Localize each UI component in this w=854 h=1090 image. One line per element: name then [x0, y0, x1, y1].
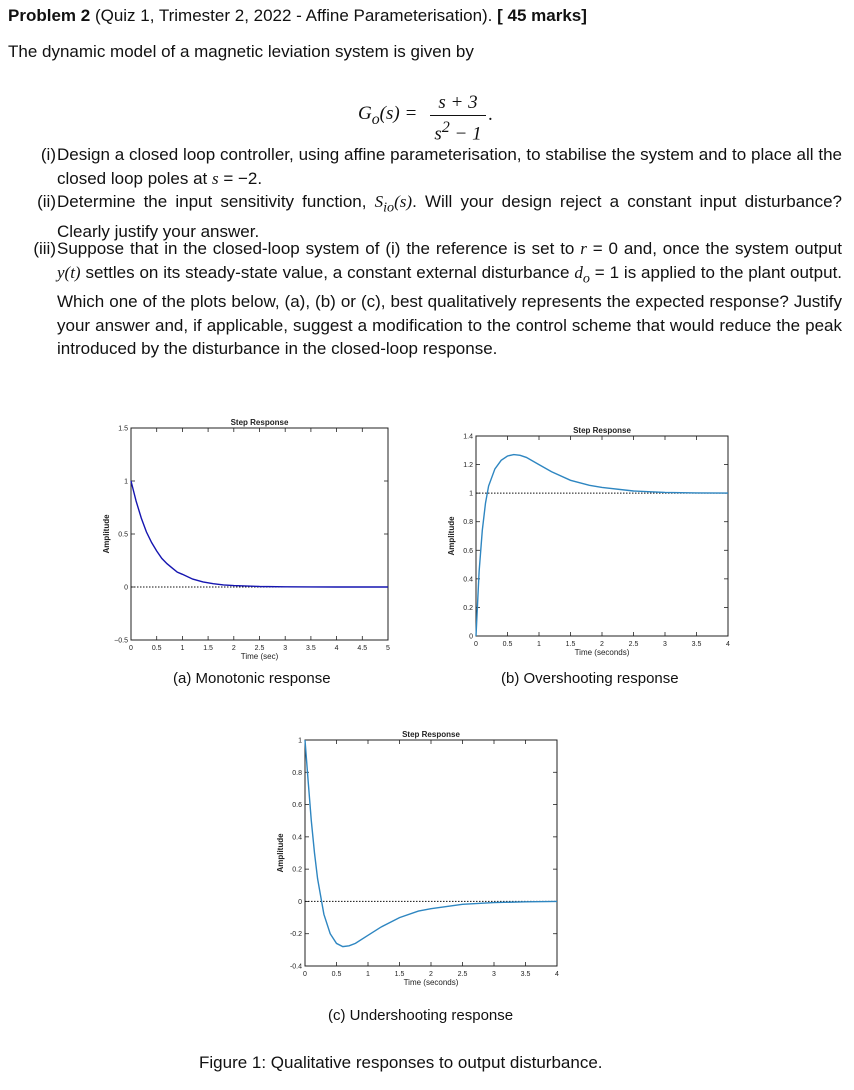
- y-axis-label: Amplitude: [276, 833, 285, 873]
- y-tick-label: 1.4: [463, 433, 473, 441]
- plot-b-overshooting: [446, 420, 746, 660]
- x-tick-label: 1: [180, 645, 185, 652]
- problem-context: (Quiz 1, Trimester 2, 2022 - Affine Parameterisation).: [94, 6, 493, 25]
- equation-fraction: [430, 92, 486, 145]
- y-tick-label: 0.2: [463, 604, 473, 612]
- x-tick-label: 2: [600, 641, 604, 648]
- y-tick-label: 0.6: [463, 547, 473, 555]
- x-tick-label: 3.5: [306, 645, 316, 652]
- x-tick-label: 0.5: [331, 971, 342, 978]
- y-axis-label: Amplitude: [447, 516, 456, 556]
- x-tick-label: 2: [429, 971, 433, 978]
- chart-title: Step Response: [573, 426, 631, 435]
- y-tick-label: 0.4: [292, 834, 302, 842]
- x-tick-label: 2.5: [457, 971, 468, 978]
- x-tick-label: 1: [537, 641, 541, 648]
- problem-label: Problem 2: [8, 6, 91, 25]
- x-tick-label: 1.5: [565, 641, 576, 648]
- y-tick-label: 1.2: [463, 462, 473, 470]
- x-tick-label: 4: [726, 641, 730, 648]
- y-tick-label: 0.5: [118, 531, 128, 539]
- y-tick-label: 0.4: [463, 576, 473, 584]
- x-axis-label: Time (seconds): [403, 978, 459, 987]
- x-tick-label: 2.5: [254, 645, 265, 652]
- y-tick-label: 0.8: [292, 769, 302, 777]
- plot-a-monotonic: [96, 414, 406, 660]
- y-tick-label: 1: [469, 490, 473, 498]
- question-item: [20, 143, 842, 191]
- y-tick-label: 0: [124, 584, 128, 592]
- y-tick-label: 0: [298, 898, 302, 906]
- question-label: (i): [40, 145, 56, 164]
- x-tick-label: 5: [386, 645, 390, 652]
- x-tick-label: 1.5: [394, 971, 405, 978]
- y-tick-label: 0.2: [292, 866, 302, 874]
- plot-frame: [131, 428, 388, 640]
- x-tick-label: 4: [555, 971, 559, 978]
- figure-caption: Figure 1: Qualitative responses to output disturbance.: [199, 1053, 603, 1072]
- caption-a: (a) Monotonic response: [173, 670, 331, 687]
- x-tick-label: 0: [129, 645, 133, 652]
- y-tick-label: -0.2: [289, 931, 302, 939]
- y-tick-label: 1: [298, 737, 302, 745]
- question-item: [20, 237, 842, 381]
- y-tick-label: 0.8: [463, 519, 473, 527]
- x-tick-label: 3.5: [520, 971, 531, 978]
- intro-text: The dynamic model of a magnetic leviation system is given by: [8, 42, 474, 61]
- y-tick-label: 0.6: [292, 802, 302, 810]
- y-tick-label: -0.4: [289, 963, 302, 971]
- x-tick-label: 1.5: [203, 645, 213, 652]
- problem-heading: [8, 6, 587, 26]
- y-tick-label: 1.5: [118, 425, 128, 433]
- x-tick-label: 4.5: [357, 645, 368, 652]
- y-axis-label: Amplitude: [102, 514, 111, 554]
- equation-numerator: s + 3: [438, 92, 478, 113]
- x-tick-label: 0.5: [502, 641, 513, 648]
- problem-marks: [ 45 marks]: [497, 6, 587, 25]
- equation-lhs: $G_o(s)$ =: [358, 103, 418, 128]
- question-label: (iii): [33, 239, 56, 258]
- caption-c: (c) Undershooting response: [328, 1007, 514, 1024]
- x-axis-label: Time (sec): [240, 652, 279, 661]
- caption-b: (b) Overshooting response: [501, 670, 679, 687]
- y-tick-label: 0: [469, 633, 473, 641]
- question-text: Suppose that in the closed-loop system of (i) the reference is set to r = 0 and, once the system output y(t) settles on its steady-state value, a constant external disturbance $d_o = 1$ is applied to the plant output. Which one of the plots below, (a), (b) or (c), best qualitatively represents the expected response? Justify your answer and, if applicable, suggest a modification to the control scheme that would reduce the peak introduced by the disturbance in the closed-loop response.: [57, 239, 843, 359]
- x-tick-label: 3: [663, 641, 667, 648]
- x-axis-label: Time (seconds): [574, 648, 630, 657]
- x-tick-label: 3.5: [691, 641, 702, 648]
- question-text: Design a closed loop controller, using affine parameterisation, to stabilise the system and to place all the closed loop poles at s = −2.: [57, 145, 842, 188]
- y-tick-label: −0.5: [114, 637, 128, 645]
- x-tick-label: 3: [492, 971, 496, 978]
- question-label: (ii): [37, 192, 56, 211]
- y-tick-label: 1: [124, 478, 128, 486]
- x-tick-label: 3: [283, 645, 288, 652]
- chart-title: Step Response: [402, 730, 460, 739]
- x-tick-label: 2: [231, 645, 236, 652]
- plot-c-undershooting: [276, 724, 574, 987]
- x-tick-label: 4: [334, 645, 339, 652]
- x-tick-label: 2.5: [628, 641, 639, 648]
- x-tick-label: 0: [303, 971, 307, 978]
- plot-frame: [305, 740, 557, 966]
- equation-denominator: $s^2 - 1$: [434, 119, 482, 145]
- x-tick-label: 0.5: [151, 645, 162, 652]
- fraction-bar: [430, 115, 486, 116]
- equation-terminator: .: [488, 104, 493, 125]
- chart-title: Step Response: [230, 418, 289, 427]
- plot-frame: [476, 436, 728, 636]
- x-tick-label: 1: [366, 971, 370, 978]
- question-item: [20, 190, 843, 241]
- x-tick-label: 0: [474, 641, 478, 648]
- question-text: Determine the input sensitivity function, $S_{io}(s)$. Will your design reject a constant input disturbance? Clearly justify your answer.: [57, 192, 843, 241]
